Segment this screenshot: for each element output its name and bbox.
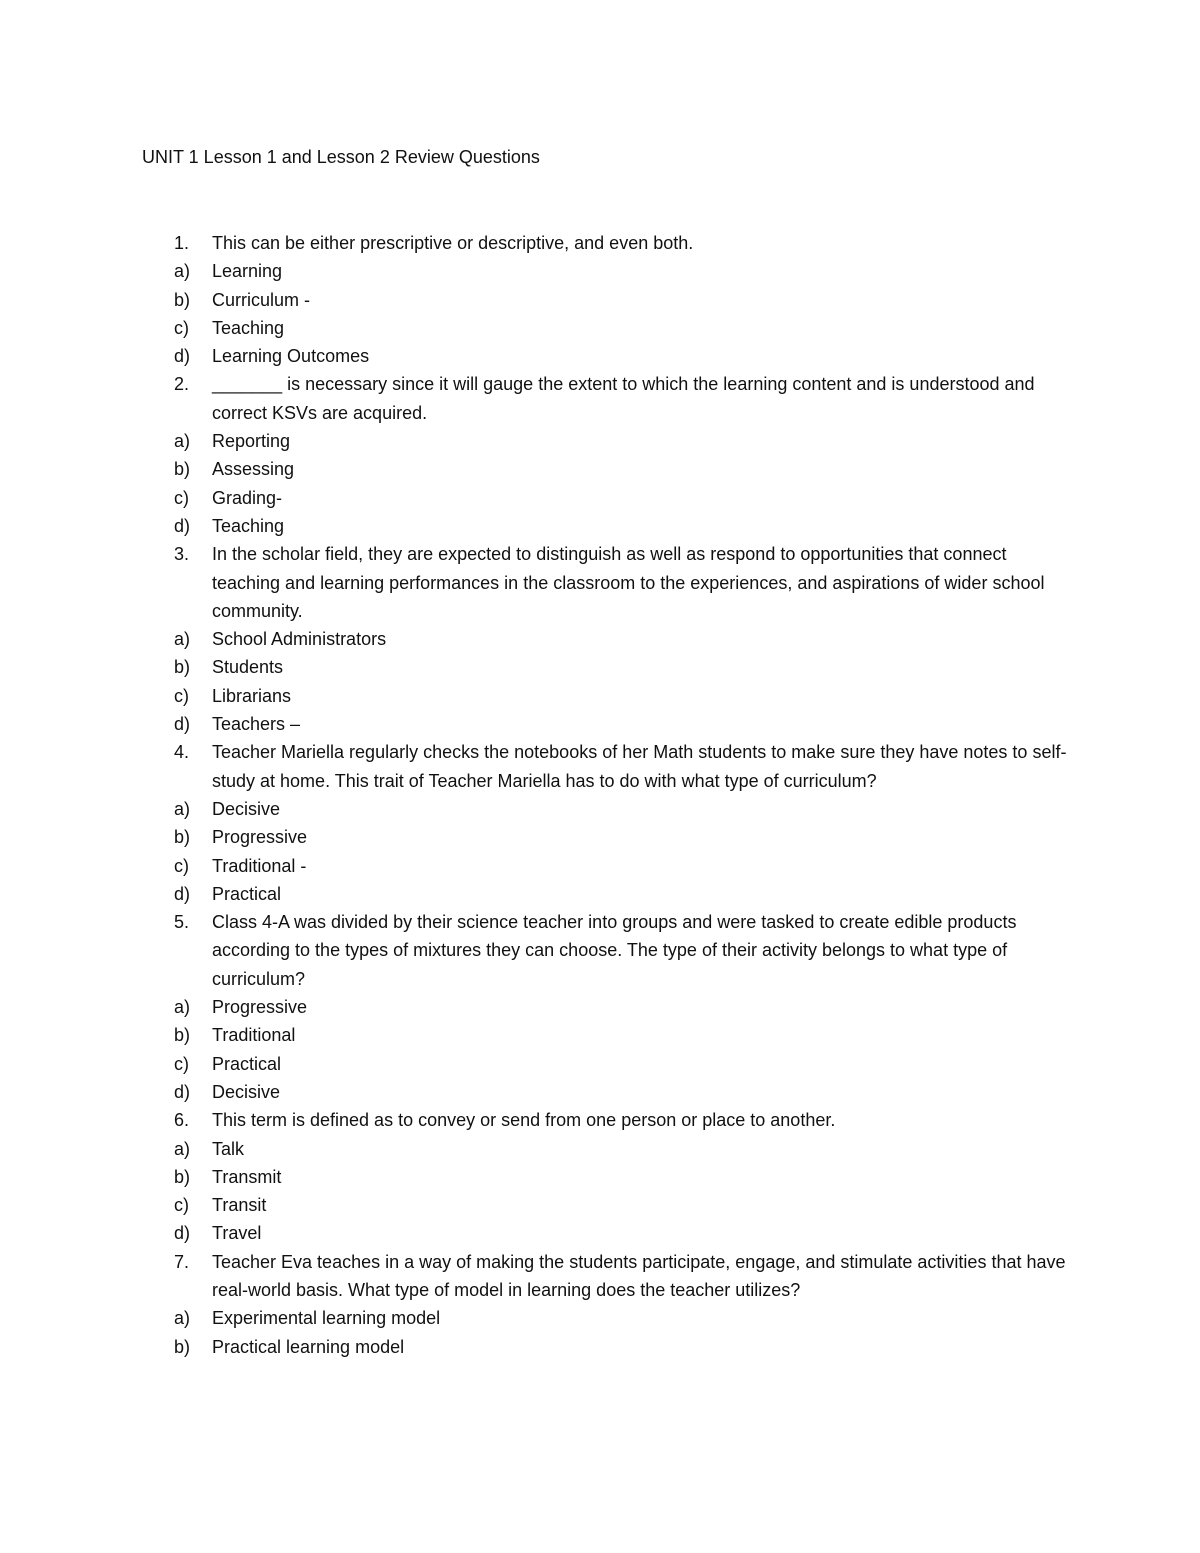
option-text: Progressive [212,997,308,1018]
option-text: Transit [212,1195,267,1216]
answer-option [142,682,1072,710]
question-text: Class 4-A was divided by their science teacher into groups and were tasked to create edible products according to the types of mixtures they can choose. The type of their activity belongs to what type of curriculum? [212,912,1017,989]
answer-option [142,1191,1072,1219]
question-text: This can be either prescriptive or descriptive, and even both. [212,233,694,253]
option-text: School Administrators [212,629,387,650]
question-text: _______ is necessary since it will gauge the extent to which the learning content and is understood and correct KSVs are acquired. [212,374,1035,423]
answer-option [142,1078,1072,1106]
option-text: Traditional [212,1025,296,1046]
answer-option [142,1050,1072,1078]
option-letter: d) [174,714,191,735]
option-text: Students [212,657,284,678]
option-letter: a) [174,629,191,650]
option-letter: d) [174,883,191,904]
answer-option [142,286,1072,314]
option-text: Curriculum - [212,289,311,310]
answer-option [142,852,1072,880]
question-text: This term is defined as to convey or send from one person or place to another. [212,1110,836,1131]
answer-option [142,1135,1072,1163]
option-letter: d) [174,515,191,536]
question-number: 3. [174,544,190,565]
question-item [142,1106,1072,1134]
option-text: Practical learning model [212,1336,405,1357]
question-number: 2. [174,374,190,395]
option-letter: c) [174,487,189,508]
answer-option [142,1021,1072,1049]
option-text: Traditional - [212,855,307,876]
option-text: Decisive [212,1081,281,1102]
option-text: Teaching [212,317,285,338]
option-text: Librarians [212,685,292,706]
question-item [142,229,1072,257]
option-letter: b) [174,289,191,310]
answer-option [142,880,1072,908]
answer-option [142,427,1072,455]
answer-option [142,1219,1072,1247]
answer-option [142,993,1072,1021]
document-title: UNIT 1 Lesson 1 and Lesson 2 Review Questions [142,147,540,167]
option-text: Learning Outcomes [212,346,370,367]
answer-option [142,653,1072,681]
answer-option [142,625,1072,653]
option-text: Experimental learning model [212,1308,441,1329]
option-letter: c) [174,685,189,706]
answer-option [142,512,1072,540]
option-letter: b) [174,1025,191,1046]
option-letter: a) [174,798,191,819]
question-item [142,540,1072,625]
question-number: 7. [174,1251,190,1272]
answer-option [142,795,1072,823]
option-text: Learning [212,261,283,282]
option-letter: b) [174,657,191,678]
option-letter: d) [174,346,191,367]
question-number: 1. [174,233,190,253]
option-text: Grading- [212,487,283,508]
option-letter: a) [174,261,191,282]
answer-option [142,342,1072,370]
question-text: In the scholar field, they are expected to distinguish as well as respond to opportunities that connect teaching and learning performances in the classroom to the experiences, and aspirations of wider school community. [212,544,1045,621]
question-list [142,229,1072,1361]
option-text: Progressive [212,827,308,848]
option-text: Practical [212,883,282,904]
question-item [142,908,1072,993]
option-text: Assessing [212,459,295,480]
answer-option [142,1304,1072,1332]
option-letter: c) [174,1195,189,1216]
option-letter: d) [174,1081,191,1102]
option-letter: b) [174,827,191,848]
answer-option [142,455,1072,483]
option-letter: d) [174,1223,191,1244]
option-text: Decisive [212,798,281,819]
option-letter: b) [174,1336,191,1357]
answer-option [142,484,1072,512]
answer-option [142,257,1072,285]
option-letter: a) [174,1308,191,1329]
option-letter: b) [174,1166,191,1187]
option-text: Travel [212,1223,262,1244]
answer-option [142,1163,1072,1191]
option-text: Teaching [212,515,285,536]
question-number: 5. [174,912,190,933]
answer-option [142,314,1072,342]
option-letter: c) [174,1053,189,1074]
question-item [142,1248,1072,1305]
option-text: Talk [212,1138,245,1159]
option-letter: a) [174,1138,191,1159]
option-letter: a) [174,431,191,452]
answer-option [142,1333,1072,1361]
option-letter: c) [174,317,189,338]
option-text: Reporting [212,431,291,452]
question-number: 6. [174,1110,190,1131]
option-text: Teachers – [212,714,301,735]
answer-option [142,710,1072,738]
option-letter: b) [174,459,191,480]
option-letter: c) [174,855,189,876]
question-text: Teacher Eva teaches in a way of making the students participate, engage, and stimulate activities that have real-world basis. What type of model in learning does the teacher utilizes? [212,1251,1066,1300]
option-text: Transmit [212,1166,282,1187]
question-item [142,738,1072,795]
question-number: 4. [174,742,190,763]
option-letter: a) [174,997,191,1018]
option-text: Practical [212,1053,282,1074]
question-text: Teacher Mariella regularly checks the notebooks of her Math students to make sure they have notes to self-study at home. This trait of Teacher Mariella has to do with what type of curriculum? [212,742,1067,791]
answer-option [142,823,1072,851]
question-item [142,370,1072,427]
